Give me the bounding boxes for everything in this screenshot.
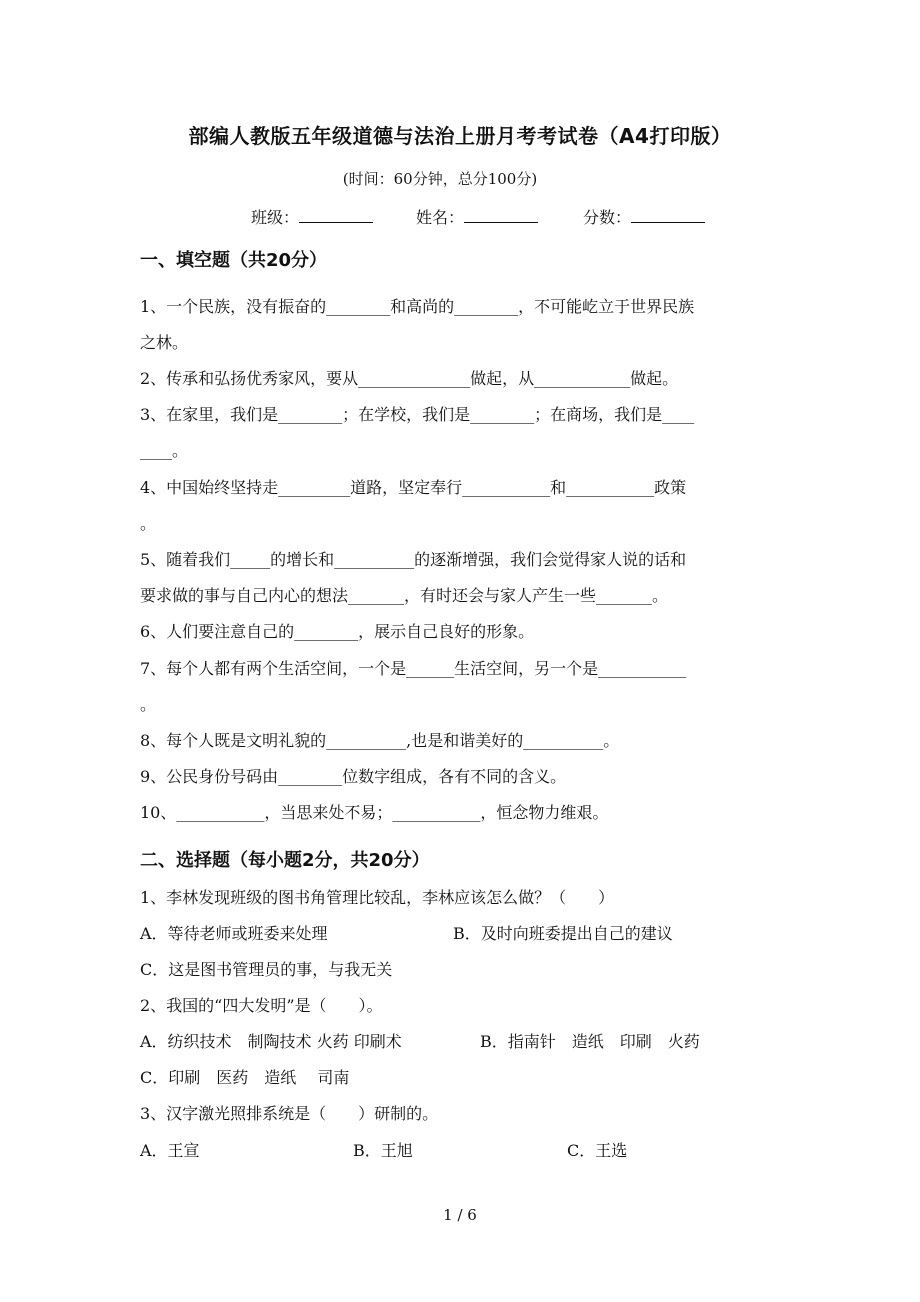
option-b: B．王旭 <box>353 1141 413 1160</box>
name-blank <box>464 208 538 223</box>
page-number: 1 / 6 <box>443 1206 477 1224</box>
section1-heading: 一、填空题（共20分） <box>140 250 328 271</box>
fill-line: 要求做的事与自己内心的想法_______，有时还会与家人产生一些_______。 <box>140 586 669 605</box>
class-blank <box>299 208 373 223</box>
name-field <box>416 205 538 228</box>
exam-subtitle: (时间：60分钟，总分100分) <box>342 170 538 188</box>
class-label: 班级： <box>251 208 300 227</box>
fill-line: 10、___________，当思来处不易；___________，恒念物力维艰。 <box>140 803 609 822</box>
question-stem: 3、汉字激光照排系统是（ ）研制的。 <box>140 1104 439 1123</box>
fill-line: 5、随着我们_____的增长和__________的逐渐增强，我们会觉得家人说的话和 <box>140 550 687 569</box>
fill-line: 9、公民身份号码由________位数字组成，各有不同的含义。 <box>140 767 567 786</box>
option-b: B．及时向班委提出自己的建议 <box>453 924 673 943</box>
question-stem: 2、我国的“四大发明”是（ ）。 <box>140 996 383 1015</box>
name-label: 姓名： <box>416 208 465 227</box>
page-title: 部编人教版五年级道德与法治上册月考考试卷（A4打印版） <box>188 124 732 148</box>
fill-line: 2、传承和弘扬优秀家风，要从______________做起，从____________做起。 <box>140 369 679 388</box>
fill-line: 6、人们要注意自己的________，展示自己良好的形象。 <box>140 622 535 641</box>
fill-line: 之林。 <box>140 333 189 352</box>
fill-line: 。 <box>140 695 157 714</box>
fill-line: ____。 <box>140 441 189 460</box>
score-field <box>583 205 705 228</box>
option-c: C．王选 <box>567 1141 628 1160</box>
option-c: C．印刷 医药 造纸 司南 <box>140 1068 350 1087</box>
score-blank <box>631 208 705 223</box>
fill-line: 8、每个人既是文明礼貌的__________,也是和谐美好的__________。 <box>140 731 620 750</box>
fill-line: 。 <box>140 514 157 533</box>
score-label: 分数： <box>583 208 632 227</box>
option-b: B．指南针 造纸 印刷 火药 <box>480 1032 700 1051</box>
option-a: A．纺织技术 制陶技术 火药 印刷术 <box>140 1032 402 1051</box>
class-field <box>251 205 373 228</box>
fill-line: 7、每个人都有两个生活空间，一个是______生活空间，另一个是___________ <box>140 659 687 678</box>
option-c: C．这是图书管理员的事，与我无关 <box>140 960 393 979</box>
fill-line: 1、一个民族，没有振奋的________和高尚的________，不可能屹立于世界民族 <box>140 297 695 316</box>
fill-line: 4、中国始终坚持走_________道路，坚定奉行___________和___________政策 <box>140 478 687 497</box>
question-stem: 1、李林发现班级的图书角管理比较乱，李林应该怎么做？（ ） <box>140 888 615 907</box>
option-a: A．等待老师或班委来处理 <box>140 924 328 943</box>
fill-line: 3、在家里，我们是________；在学校，我们是________；在商场，我们是____ <box>140 405 695 424</box>
option-a: A．王宣 <box>140 1141 200 1160</box>
section2-heading: 二、选择题（每小题2分，共20分） <box>140 850 430 871</box>
